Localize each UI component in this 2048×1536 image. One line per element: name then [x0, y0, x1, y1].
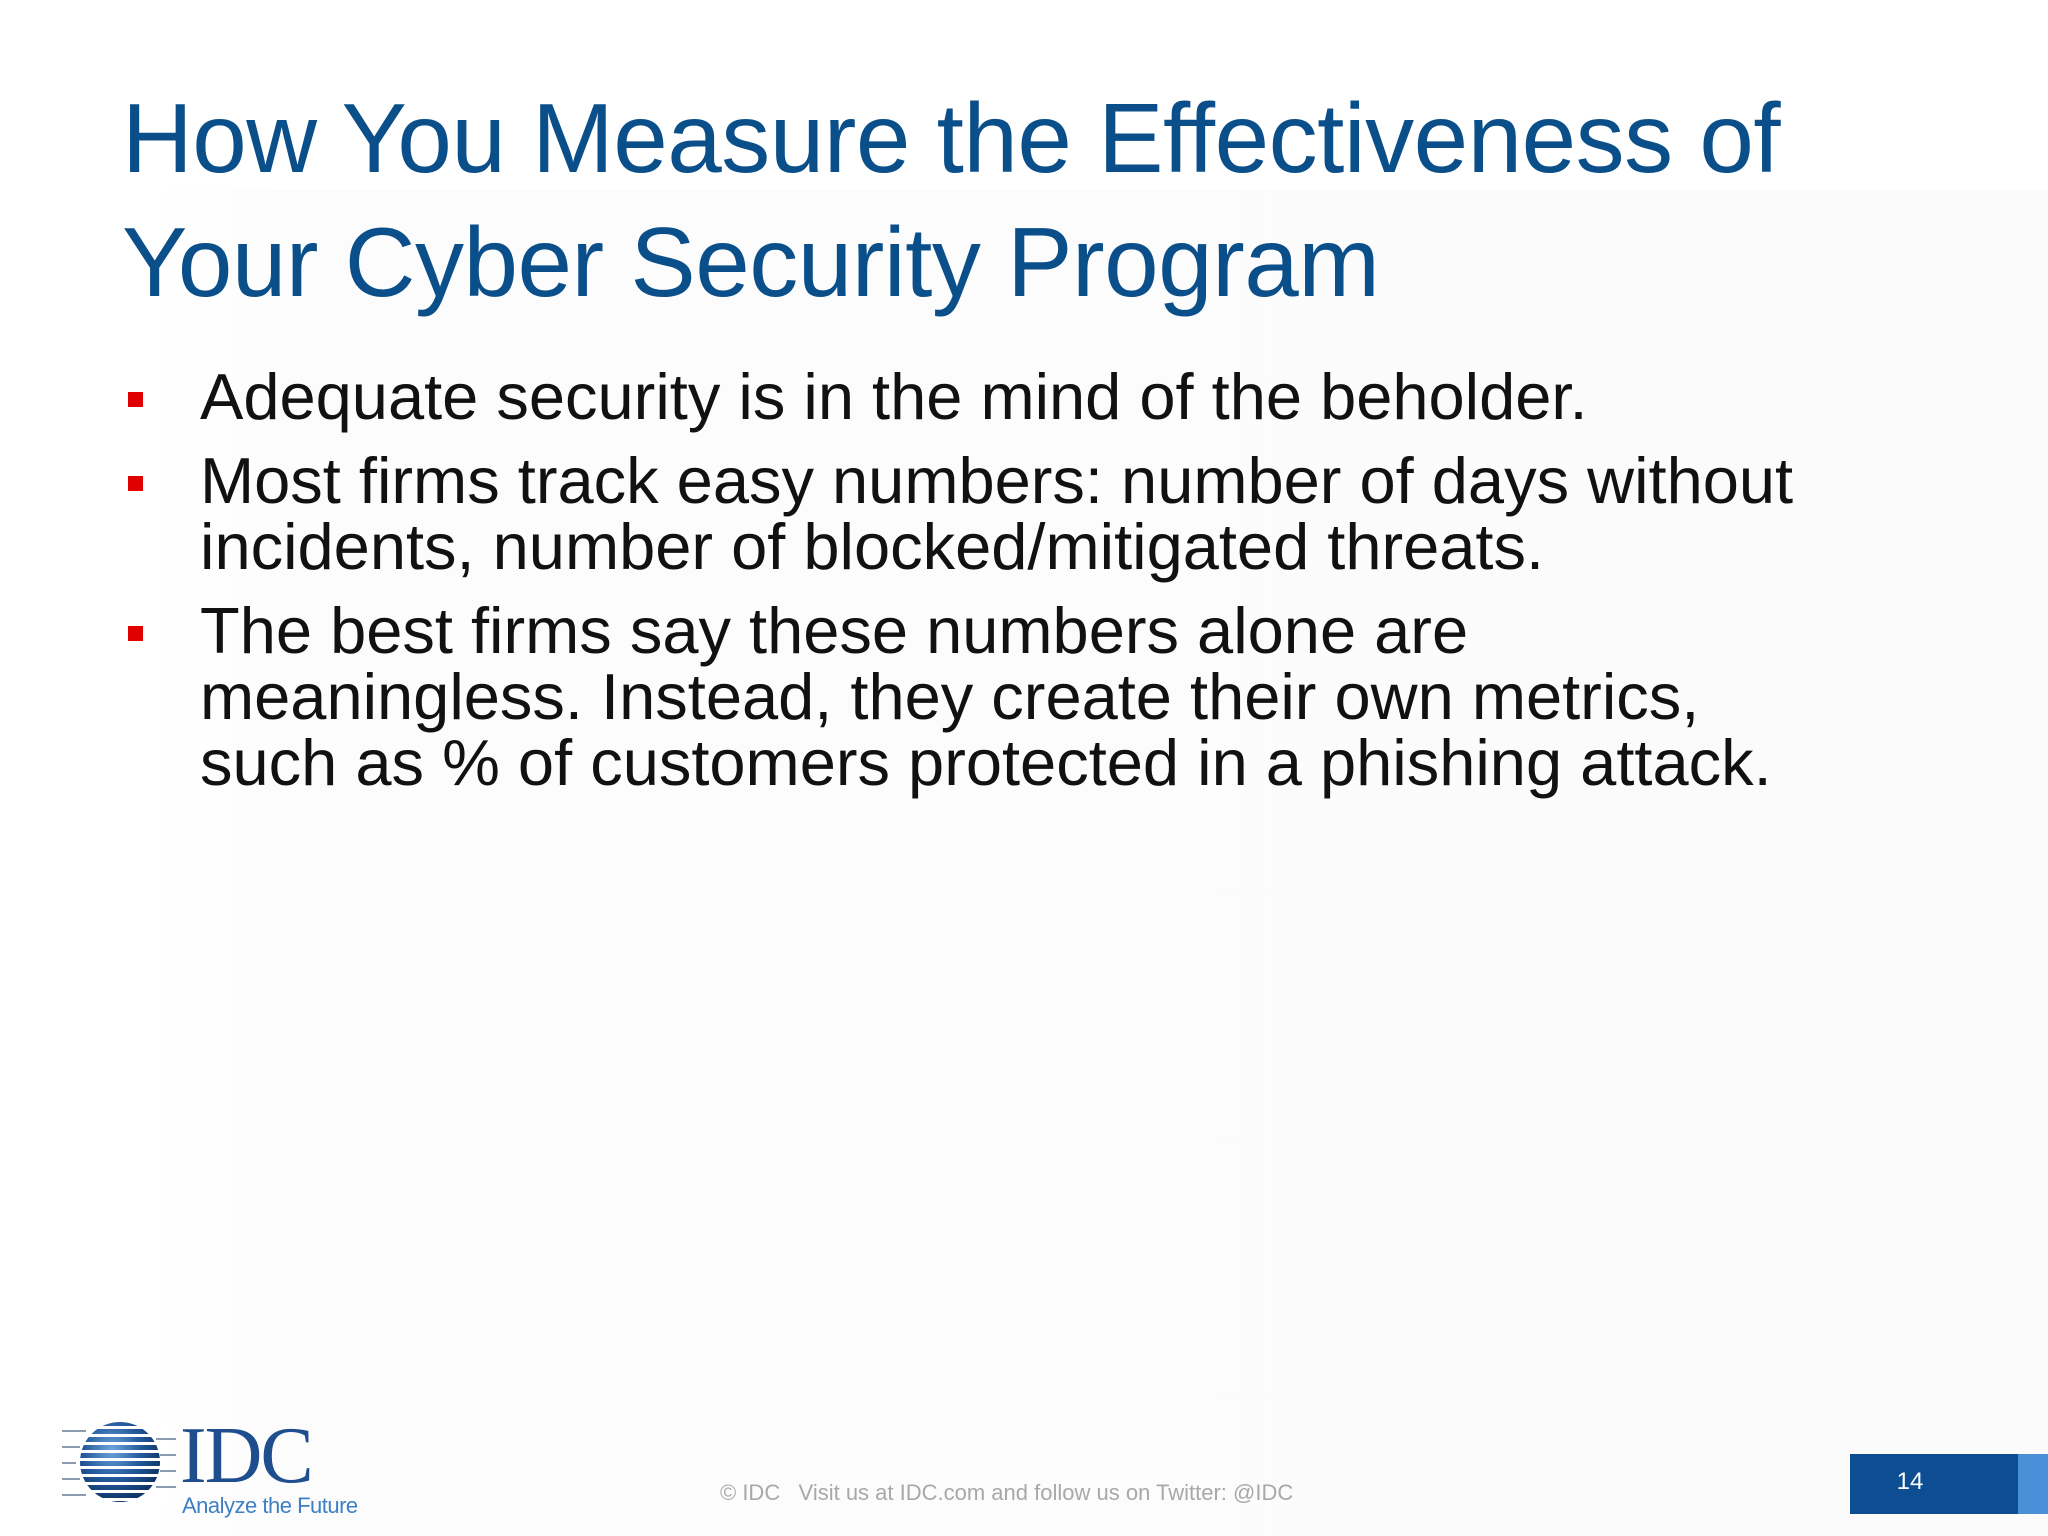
bullet-item: [122, 360, 1982, 433]
bullet-square-icon: [128, 626, 143, 641]
logo-wordmark: IDC: [180, 1412, 312, 1500]
logo-tagline: Analyze the Future: [182, 1493, 358, 1518]
page-number-box: [1850, 1454, 2018, 1514]
bullet-line: Most firms track easy numbers: number of days without: [200, 444, 1794, 517]
bullet-list: [122, 360, 1982, 814]
bullet-line: such as % of customers protected in a phishing attack.: [200, 726, 1772, 799]
idc-logo: [60, 1408, 380, 1518]
page-number: 14: [1896, 1468, 1924, 1495]
bullet-text: [200, 360, 1982, 433]
bullet-text: [200, 594, 1982, 799]
title-line-2: Your Cyber Security Program: [122, 207, 1380, 317]
bullet-line: The best firms say these numbers alone are: [200, 594, 1469, 667]
bullet-line: incidents, number of blocked/mitigated threats.: [200, 510, 1545, 583]
bullet-text: [200, 444, 1982, 583]
bullet-line: Adequate security is in the mind of the beholder.: [200, 360, 1588, 433]
footer-copyright: © IDC Visit us at IDC.com and follow us on Twitter: @IDC: [720, 1480, 1294, 1505]
page-number-accent: [2018, 1454, 2048, 1514]
bullet-square-icon: [128, 476, 143, 491]
slide-title: [122, 76, 1982, 324]
title-line-1: How You Measure the Effectiveness of: [122, 83, 1781, 193]
bullet-square-icon: [128, 392, 143, 407]
bullet-line: meaningless. Instead, they create their own metrics,: [200, 660, 1700, 733]
bullet-item: [122, 444, 1982, 583]
globe-icon: [60, 1418, 178, 1506]
bullet-item: [122, 594, 1982, 799]
